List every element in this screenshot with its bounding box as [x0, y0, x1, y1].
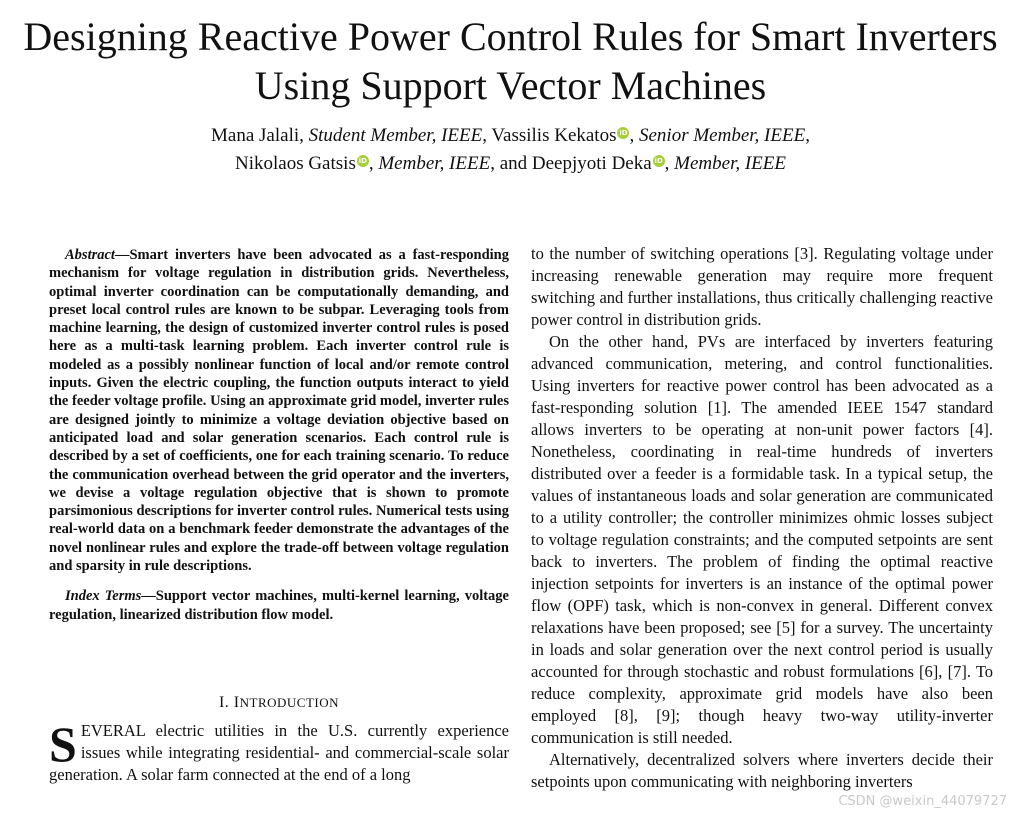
watermark: CSDN @weixin_44079727 — [838, 794, 1007, 809]
orcid-icon[interactable]: iD — [619, 129, 628, 137]
drop-cap: S — [49, 715, 77, 772]
author-line-2: Nikolaos Gatsis iD, Member, IEEE, and Deepjyoti Deka iD, Member, IEEE — [234, 153, 787, 174]
author-role: Member, IEEE — [674, 153, 787, 174]
abstract-label: Abstract — [65, 247, 115, 263]
intro-paragraph — [49, 715, 509, 786]
index-terms: Index Terms—Support vector machines, multi-kernel learning, voltage regulation, linearized distribution flow model. — [49, 588, 509, 623]
author-name: Mana Jalali — [211, 125, 300, 146]
author-block — [20, 122, 1001, 178]
author-name: Vassilis Kekatos — [491, 125, 617, 146]
section-heading — [49, 694, 509, 712]
author-line-1: Mana Jalali, Student Member, IEEE, Vassilis Kekatos iD, Senior Member, IEEE, — [211, 125, 810, 146]
paper-title: Designing Reactive Power Control Rules for Smart Inverters Using Support Vector Machines — [23, 14, 998, 108]
orcid-icon[interactable]: iD — [358, 157, 367, 165]
left-column — [49, 246, 509, 786]
section-first-letter: I — [233, 693, 240, 711]
abstract-text: Smart inverters have been advocated as a fast-responding mechanism for voltage regulation in distribution grids. Nevertheless, optimal inverter coordination can be computationally demanding, and preset local control rules are known to be subpar. Leveraging tools from machine learning, the design of customized inverter control rules is posed here as a multi-task learning problem. Each inverter control rule is modeled as a possibly nonlinear function of local and/or remote control inputs. Given the electric coupling, the function outputs interact to yield the feeder voltage profile. Using an approximate grid model, inverter rules are designed jointly to minimize a voltage deviation objective based on anticipated load and solar generation scenarios. Each control rule is described by a set of coefficients, one for each training scenario. To reduce the communication overhead between the grid operator and the inverters, we devise a voltage regulation objective that is shown to promote parsimonious descriptions for inverter control rules. Numerical tests using real-world data on a benchmark feeder demonstrate the advantages of the novel nonlinear rules and explore the trade-off between voltage regulation and sparsity in rule descriptions. — [49, 247, 509, 575]
section-rest: NTRODUCTION — [239, 694, 340, 710]
author-role: Member, IEEE — [378, 153, 491, 174]
abstract: Abstract—Smart inverters have been advocated as a fast-responding mechanism for voltage regulation in distribution grids. Nevertheless, optimal inverter coordination can be computationally demanding, and preset local control rules are known to be subpar. Leveraging tools from machine learning, the design of customized inverter control rules is posed here as a multi-task learning problem. Each inverter control rule is modeled as a possibly nonlinear function of local and/or remote control inputs. Given the electric coupling, the function outputs interact to yield the feeder voltage profile. Using an approximate grid model, inverter rules are designed jointly to minimize a voltage deviation objective based on anticipated load and solar generation scenarios. Each control rule is described by a set of coefficients, one for each training scenario. To reduce the communication overhead between the grid operator and the inverters, we devise a voltage regulation objective that is shown to promote parsimonious descriptions for inverter control rules. Numerical tests using real-world data on a benchmark feeder demonstrate the advantages of the novel nonlinear rules and explore the trade-off between voltage regulation and sparsity in rule descriptions. — [49, 247, 509, 575]
right-column — [531, 243, 993, 793]
author-name: Nikolaos Gatsis — [234, 153, 356, 174]
section-number: I. — [218, 693, 230, 711]
index-terms-label: Index Terms — [65, 588, 142, 605]
orcid-icon[interactable]: iD — [654, 157, 663, 165]
body-paragraph: to the number of switching operations [3]. Regulating voltage under increasing renewable generation may require more frequent switching and further installations, thus critically challenging reactive power control in distribution grids. — [531, 244, 993, 329]
body-paragraph: On the other hand, PVs are interfaced by inverters featuring advanced communication, metering, and control functionalities. Using inverters for reactive power control has been advocated as a fast-responding solution [1]. The amended IEEE 1547 standard allows inverters to be operating at non-unit power factors [4]. Nonetheless, coordinating in real-time hundreds of inverters distributed over a feeder is a formidable task. In a typical setup, the values of instantaneous loads and solar generation are communicated to a utility controller; the controller minimizes ohmic losses subject to voltage regulation constraints; and the computed setpoints are sent back to inverters. The problem of finding the optimal reactive injection setpoints for inverters is an instance of the optimal power flow (OPF) task, which is non-convex in general. Different convex relaxations have been proposed; see [5] for a survey. The uncertainty in loads and solar generation over the next control period is usually accounted for through stochastic and robust formulations [6], [7]. To reduce complexity, approximate grid models have also been employed [8], [9]; though heavy two-way utility-inverter communication is still needed. — [531, 332, 993, 747]
index-terms-text: Support vector machines, multi-kernel learning, voltage regulation, linearized distribution flow model. — [49, 588, 509, 623]
body-paragraph: Alternatively, decentralized solvers where inverters decide their setpoints upon communicating with neighboring inverters — [531, 750, 993, 791]
intro-text: EVERAL electric utilities in the U.S. currently experience issues while integrating residential- and commercial-scale solar generation. A solar farm connected at the end of a long — [49, 720, 509, 784]
author-role: Senior Member, IEEE — [638, 125, 806, 146]
author-role: Student Member, IEEE — [308, 125, 483, 146]
author-name: Deepjyoti Deka — [531, 153, 652, 174]
